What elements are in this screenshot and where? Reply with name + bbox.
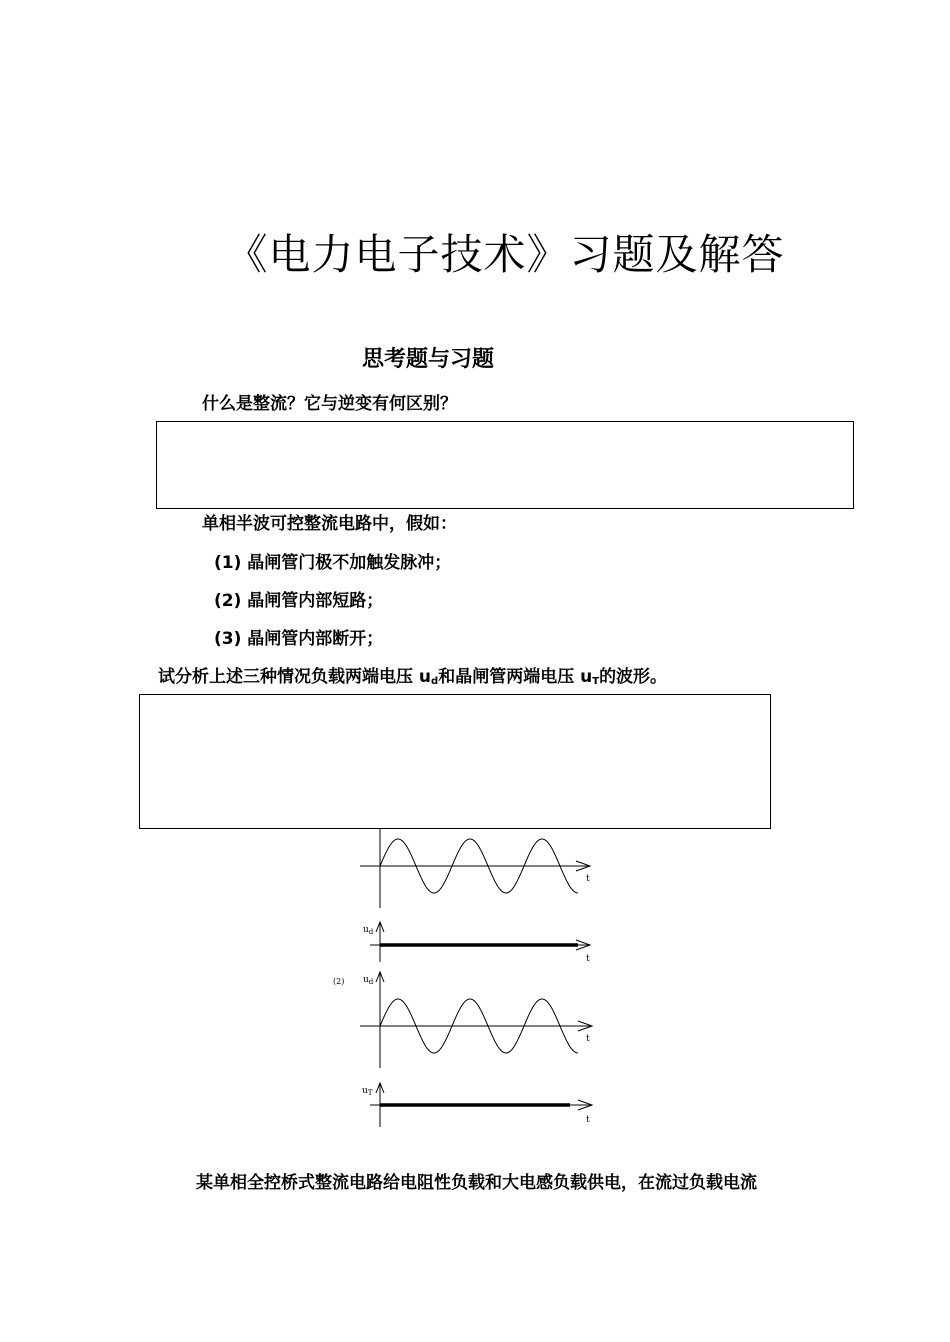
plot3-ud-label: $u_d$ bbox=[363, 975, 374, 986]
question-2-ask: 试分析上述三种情况负载两端电压 $u_d$和晶闸管两端电压 $u_T$的波形。 bbox=[158, 667, 668, 687]
question-2-item-2: (2) 晶闸管内部短路； bbox=[214, 591, 384, 611]
question-1: 什么是整流？它与逆变有何区别？ bbox=[202, 394, 457, 414]
plot3-t-label: t bbox=[586, 1034, 590, 1044]
case-label: (2) bbox=[333, 977, 345, 986]
question-3: 某单相全控桥式整流电路给电阻性负载和大电感负载供电，在流过负载电流 bbox=[196, 1173, 757, 1193]
plot1-t-label: t bbox=[586, 874, 590, 884]
plot2-ud-label: $u_d$ bbox=[363, 925, 374, 936]
question-2-item-1: (1) 晶闸管门极不加触发脉冲； bbox=[214, 553, 452, 573]
document-title: 《电力电子技术》习题及解答 bbox=[225, 230, 785, 279]
question-2-intro: 单相半波可控整流电路中，假如： bbox=[202, 514, 457, 534]
plot4-t-label: t bbox=[586, 1115, 590, 1125]
plot4-ut-label: $u_T$ bbox=[362, 1086, 373, 1097]
plot2-t-label: t bbox=[586, 954, 590, 964]
section-heading: 思考题与习题 bbox=[362, 347, 495, 372]
question-2-item-3: (3) 晶闸管内部断开； bbox=[214, 629, 384, 649]
